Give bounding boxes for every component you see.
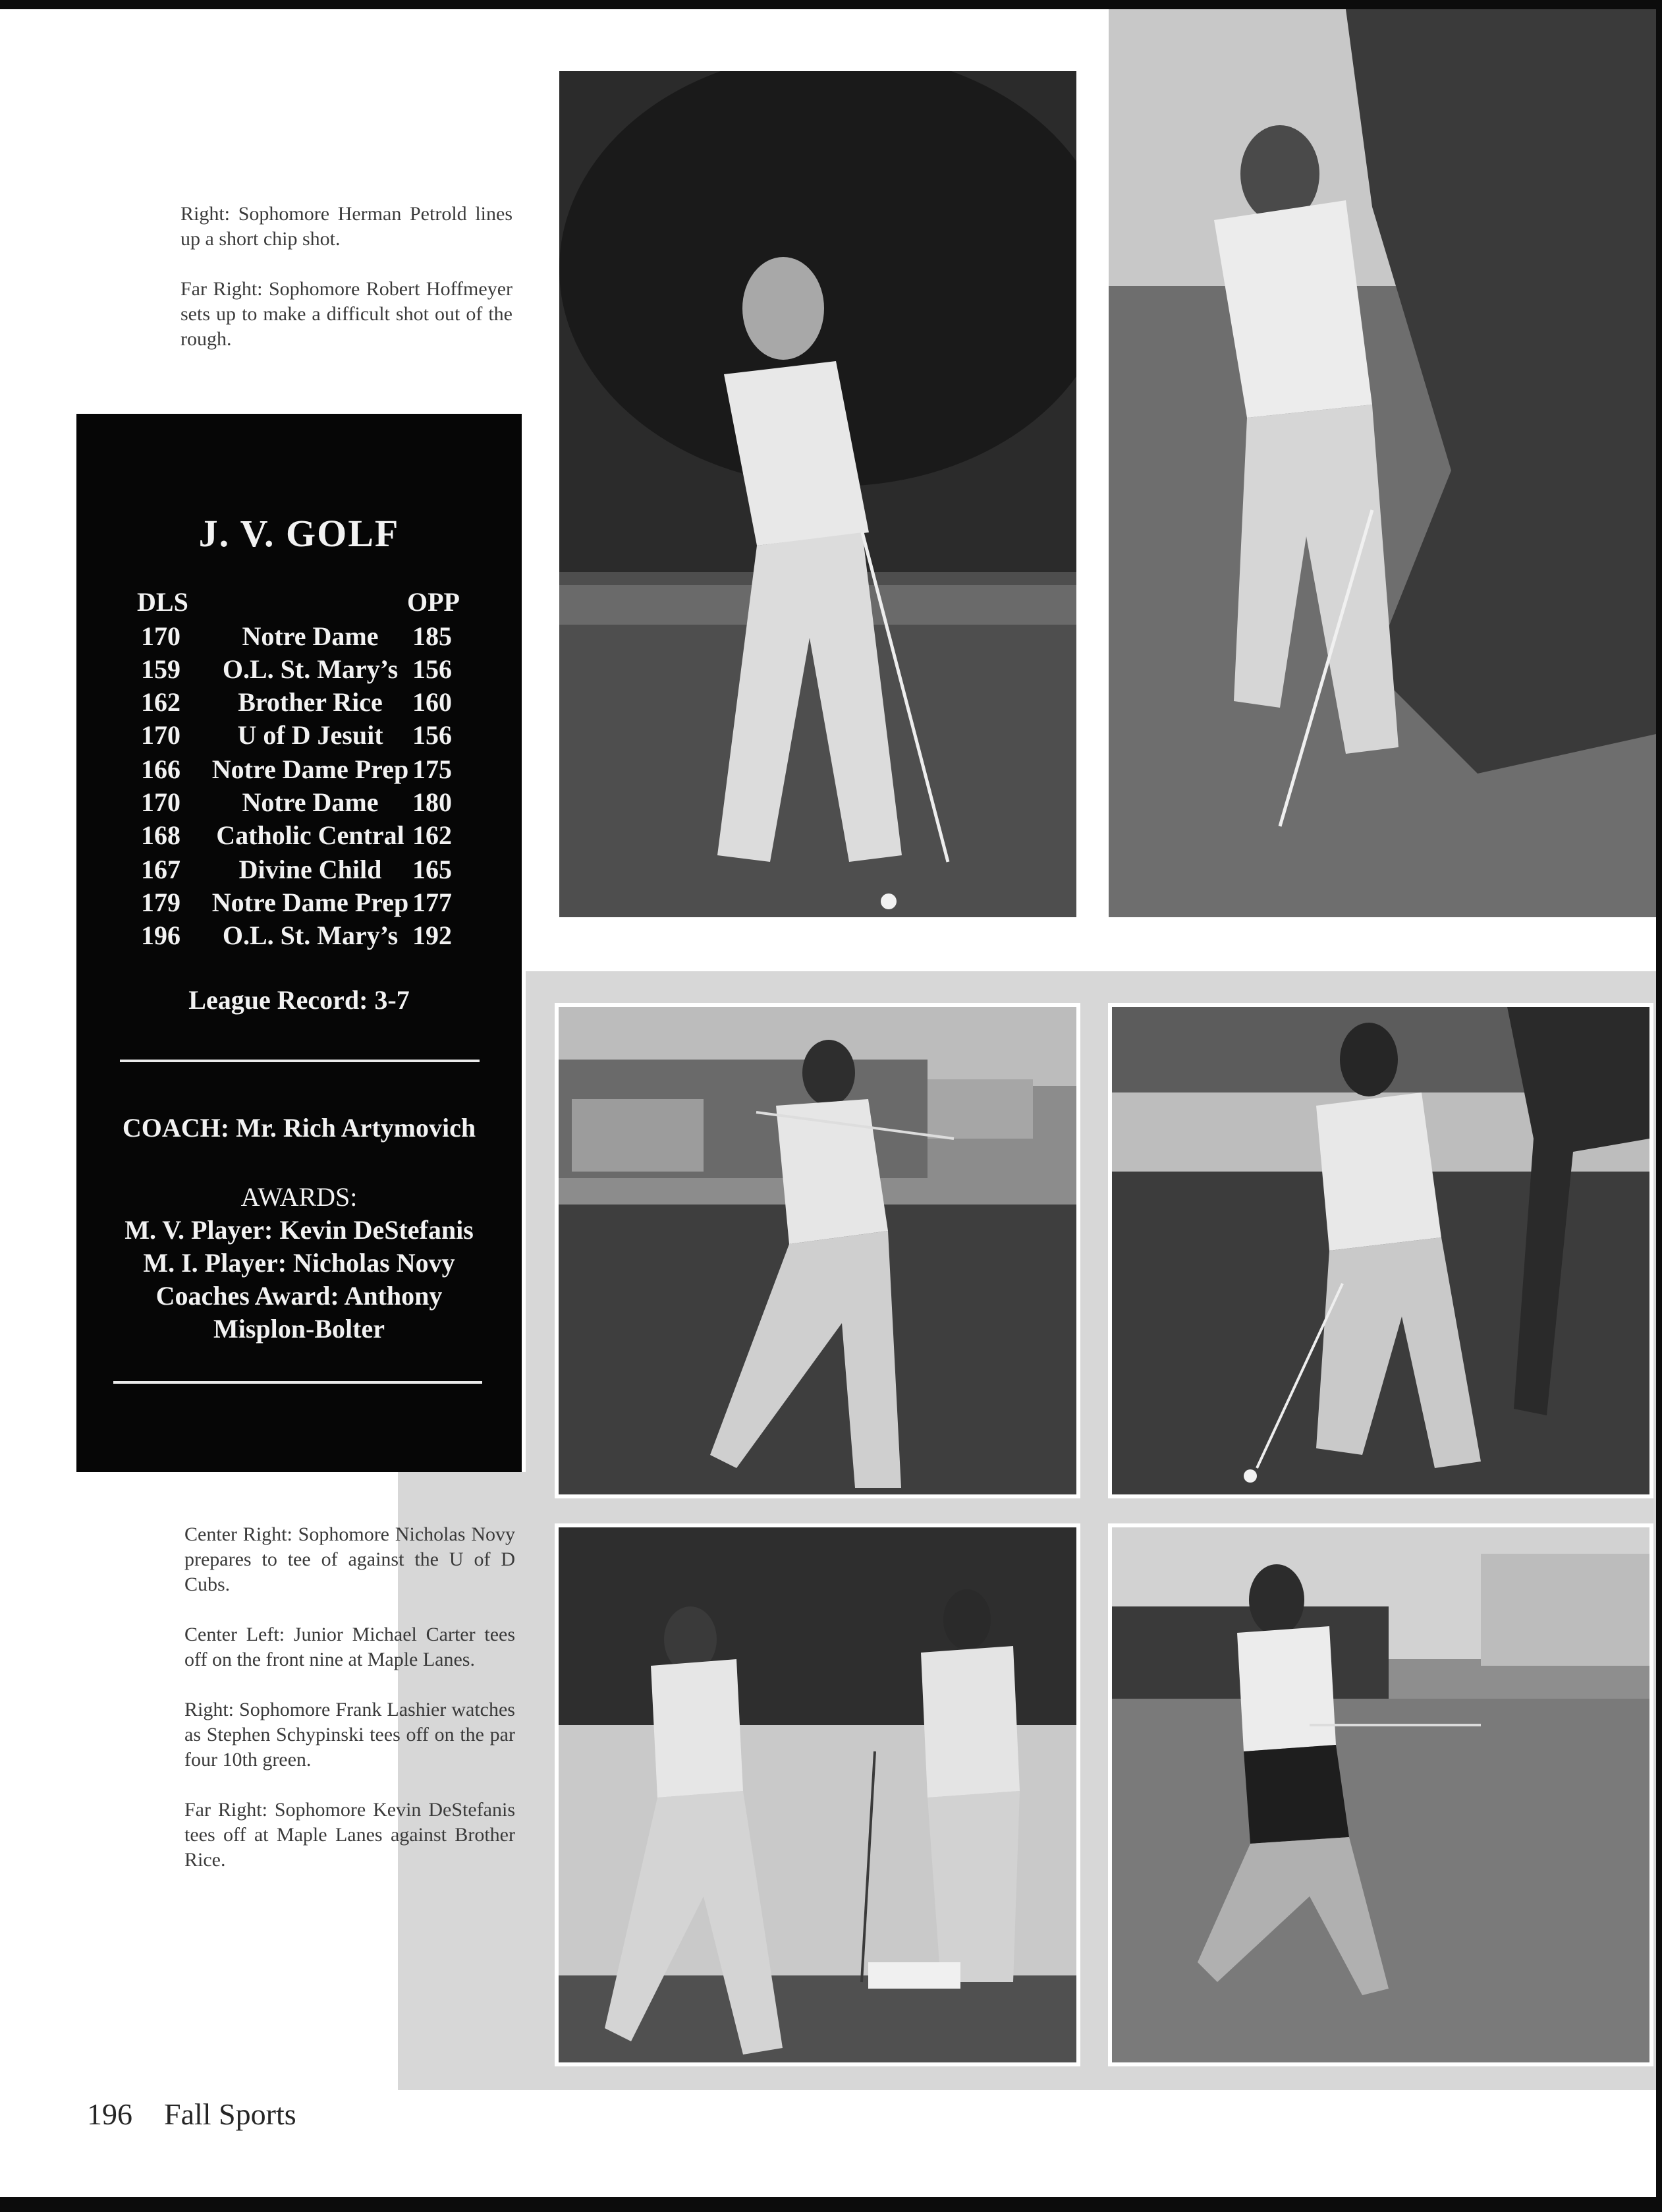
opponent-name: U of D Jesuit: [237, 720, 383, 750]
opp-score: 180: [412, 787, 452, 817]
dls-score: 168: [141, 820, 180, 850]
yearbook-page: [0, 9, 1656, 2197]
schedule-row: [76, 720, 522, 752]
caption-hoffmeyer: Far Right: Sophomore Robert Hoffmeyer sets up to make a difficult shot out of the rough.: [180, 278, 512, 350]
opp-score: 192: [412, 921, 452, 950]
caption-novy: Center Right: Sophomore Nicholas Novy prepares to tee of against the U of D Cubs.: [184, 1523, 515, 1595]
caption-petrold: Right: Sophomore Herman Petrold lines up a short chip shot.: [180, 203, 512, 250]
opponent-name: Brother Rice: [238, 687, 383, 717]
dls-score: 167: [141, 855, 180, 884]
schedule-row: [76, 787, 522, 820]
photo-petrold-chip-shot: [559, 71, 1076, 917]
schedule-row: [76, 887, 522, 920]
photo-lashier-schypinski: [555, 1523, 1080, 2066]
opp-score: 156: [412, 654, 452, 684]
jv-golf-scoreboard: [76, 414, 522, 1472]
schedule-row: [76, 621, 522, 654]
photo-novy-tee: [1108, 1003, 1653, 1498]
scoreboard-title: J. V. GOLF: [198, 512, 400, 555]
opponent-name: Notre Dame: [242, 787, 379, 817]
award-line: Misplon-Bolter: [213, 1314, 385, 1344]
opponent-name: Notre Dame Prep: [211, 888, 409, 917]
divider-rule: [120, 1060, 480, 1062]
opp-score: 160: [412, 687, 452, 717]
photo-petrold-image: [559, 71, 1076, 917]
dls-score: 179: [141, 888, 180, 917]
column-header-dls: DLS: [137, 587, 188, 617]
opp-score: 165: [412, 855, 452, 884]
page-number: 196: [87, 2097, 132, 2131]
dls-score: 166: [141, 754, 180, 784]
caption-bottom: [184, 1522, 515, 1898]
caption-carter: Center Left: Junior Michael Carter tees off on the front nine at Maple Lanes.: [184, 1624, 515, 1670]
dls-score: 170: [141, 720, 180, 750]
opp-score: 177: [412, 888, 452, 917]
section-name: Fall Sports: [164, 2097, 296, 2131]
schedule-row: [76, 654, 522, 687]
dls-score: 170: [141, 621, 180, 651]
award-line: M. V. Player: Kevin DeStefanis: [125, 1215, 474, 1245]
awards-block: [76, 1181, 522, 1346]
photo-destefanis-image: [1112, 1527, 1649, 2062]
schedule-row: [76, 820, 522, 853]
schedule-row: [76, 687, 522, 720]
opponent-name: O.L. St. Mary’s: [222, 921, 399, 950]
opp-score: 185: [412, 621, 452, 651]
caption-destefanis: Far Right: Sophomore Kevin DeStefanis tees off at Maple Lanes against Brother Rice.: [184, 1799, 515, 1871]
caption-top: [180, 202, 512, 377]
schedule-row: [76, 754, 522, 787]
photo-carter-image: [559, 1007, 1076, 1494]
opponent-name: O.L. St. Mary’s: [222, 654, 399, 684]
opp-score: 175: [412, 754, 452, 784]
schedule-row: [76, 920, 522, 953]
divider-rule-bottom: [113, 1381, 482, 1384]
column-header-opp: OPP: [407, 587, 460, 617]
photo-destefanis-tee-off: [1108, 1523, 1653, 2066]
opp-score: 162: [412, 820, 452, 850]
caption-lashier: Right: Sophomore Frank Lashier watches as Stephen Schypinski tees off on the par four 10th green.: [184, 1699, 515, 1771]
opponent-name: Notre Dame Prep: [211, 754, 409, 784]
page-footer: [87, 2097, 328, 2132]
photo-carter-tee-off: [555, 1003, 1080, 1498]
coach-name: COACH: Mr. Rich Artymovich: [122, 1113, 476, 1143]
photo-lashier-image: [559, 1527, 1076, 2062]
dls-score: 170: [141, 787, 180, 817]
dls-score: 196: [141, 921, 180, 950]
photo-hoffmeyer-image: [1109, 9, 1656, 917]
opponent-name: Notre Dame: [242, 621, 379, 651]
photo-novy-image: [1112, 1007, 1649, 1494]
award-line: Coaches Award: Anthony: [155, 1281, 443, 1311]
opponent-name: Catholic Central: [216, 820, 404, 850]
awards-title: AWARDS:: [240, 1182, 358, 1212]
opp-score: 156: [412, 720, 452, 750]
schedule-row: [76, 854, 522, 887]
dls-score: 162: [141, 687, 180, 717]
award-line: M. I. Player: Nicholas Novy: [143, 1248, 455, 1278]
opponent-name: Divine Child: [238, 855, 382, 884]
dls-score: 159: [141, 654, 180, 684]
league-record: League Record: 3-7: [188, 985, 410, 1015]
photo-hoffmeyer-rough-shot: [1109, 9, 1656, 917]
